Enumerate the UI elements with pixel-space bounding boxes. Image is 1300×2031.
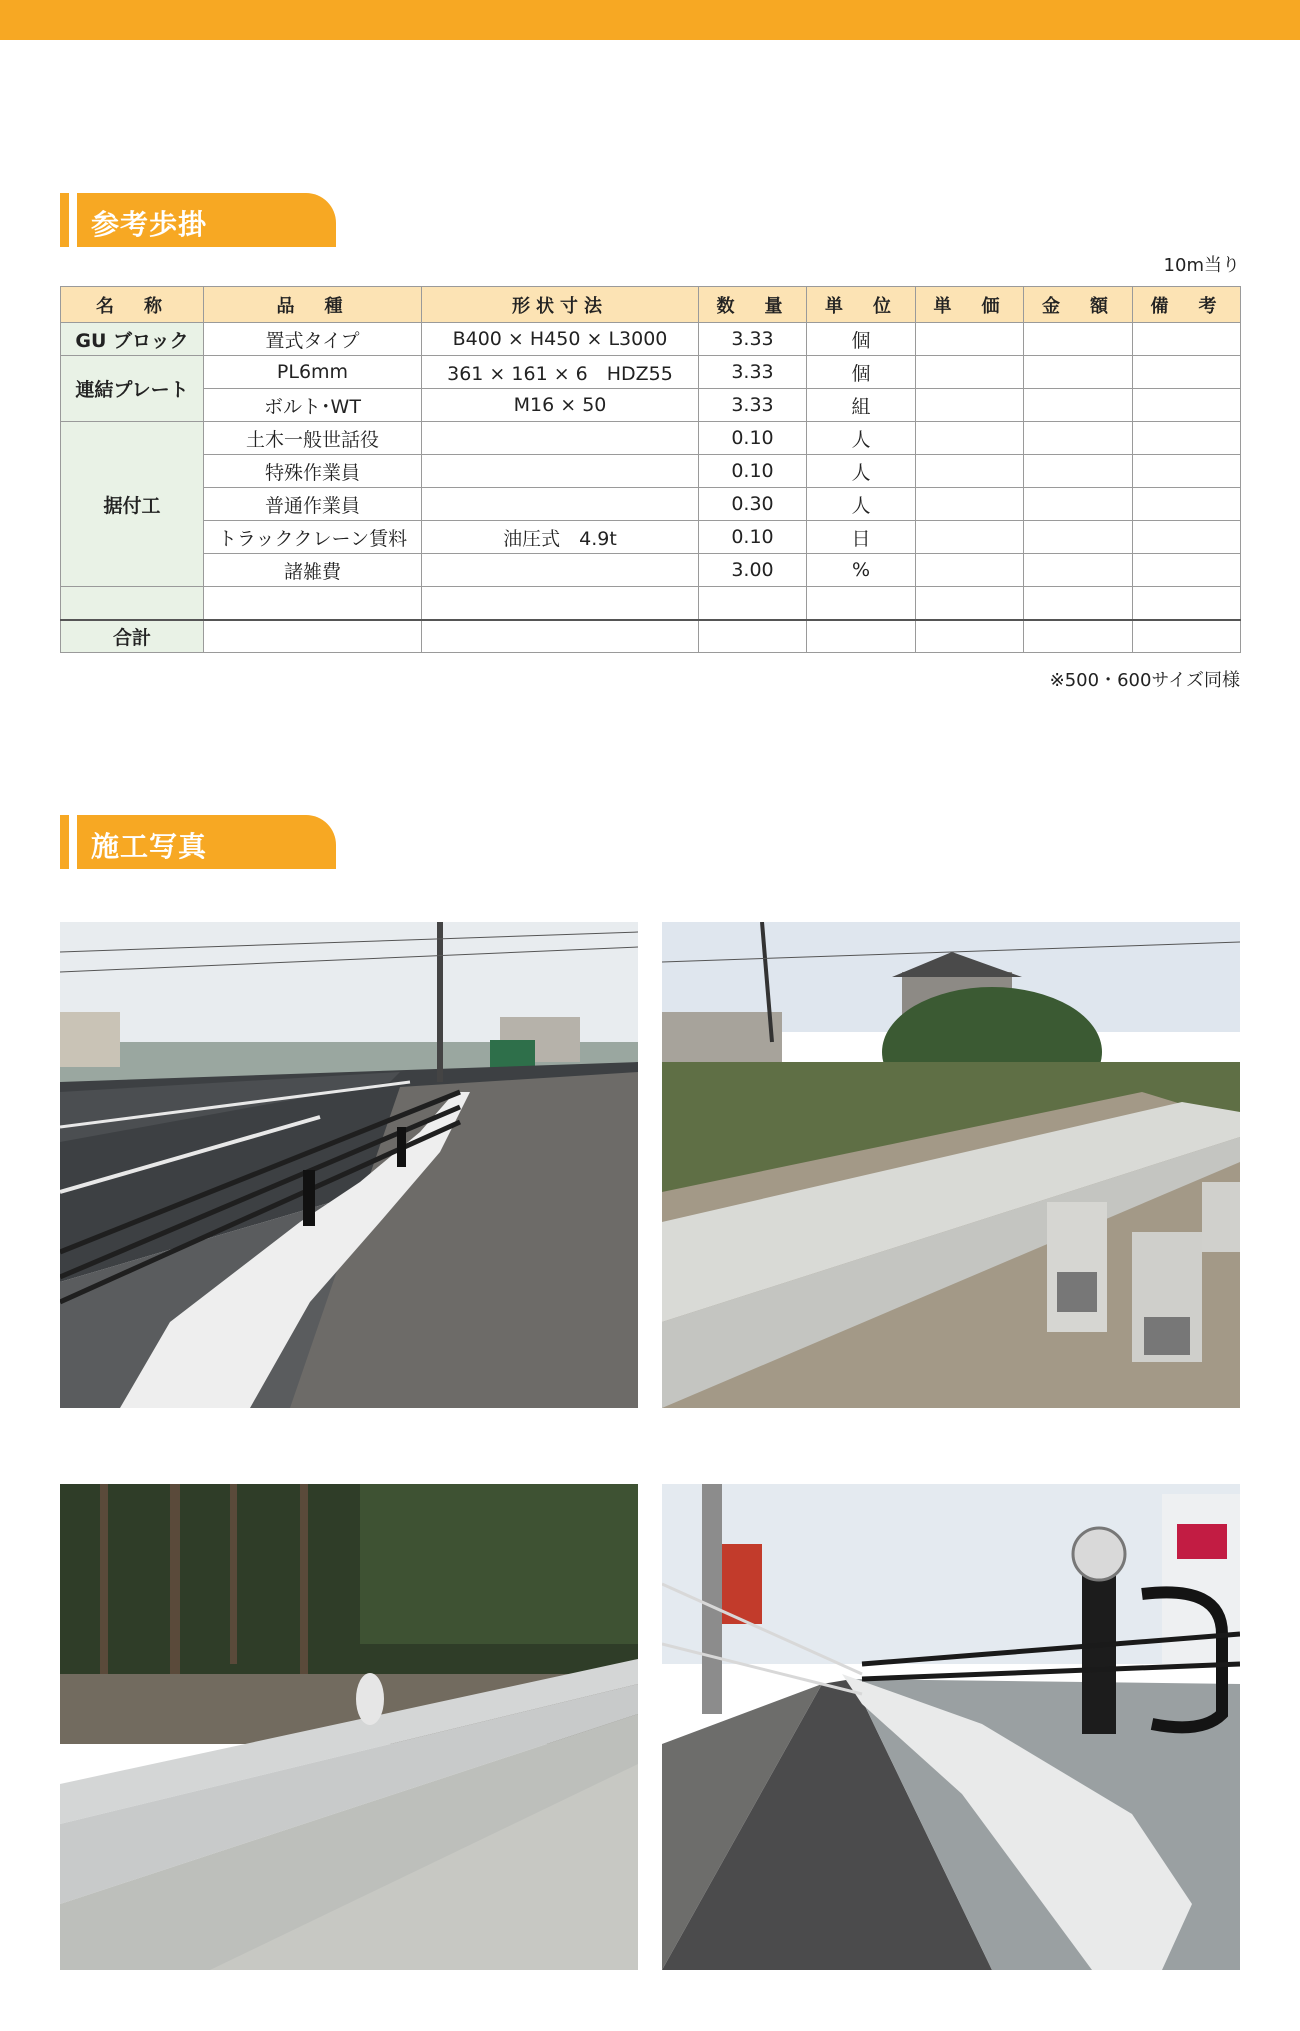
cell-empty: [916, 587, 1024, 620]
table-row: [61, 389, 1241, 422]
cell-qty: 3.00: [699, 554, 807, 587]
cell-amount: [1024, 521, 1133, 554]
cell-size: [422, 554, 699, 587]
group-total: 合計: [61, 620, 204, 653]
cell-type: PL6mm: [204, 356, 422, 389]
cell-unit-price: [916, 455, 1024, 488]
table-row-empty: [61, 587, 1241, 620]
unit-note: 10m当り: [1163, 255, 1240, 276]
cell-type: トラッククレーン賃料: [204, 521, 422, 554]
size-footnote: ※500・600サイズ同様: [1049, 670, 1240, 691]
cell-empty: [916, 620, 1024, 653]
top-accent-bar: [0, 0, 1300, 40]
cell-unit: 人: [807, 422, 916, 455]
table-row: [61, 521, 1241, 554]
table-header-row: [61, 287, 1241, 323]
table-row: [61, 323, 1241, 356]
cell-unit: 人: [807, 488, 916, 521]
cell-empty: [204, 587, 422, 620]
header-unit-price: 単 価: [916, 287, 1024, 323]
header-amount: 金 額: [1024, 287, 1133, 323]
cell-amount: [1024, 323, 1133, 356]
cell-type: 特殊作業員: [204, 455, 422, 488]
cell-qty: 0.10: [699, 422, 807, 455]
cell-unit-price: [916, 323, 1024, 356]
heading-pill: [77, 815, 336, 869]
table-row: [61, 356, 1241, 389]
cell-unit-price: [916, 422, 1024, 455]
section-heading-photos: [60, 815, 336, 869]
cell-qty: 3.33: [699, 323, 807, 356]
cell-size: M16 × 50: [422, 389, 699, 422]
cell-qty: 0.30: [699, 488, 807, 521]
cell-type: 普通作業員: [204, 488, 422, 521]
cell-remarks: [1133, 521, 1241, 554]
heading-accent-bar: [60, 815, 69, 869]
cell-amount: [1024, 455, 1133, 488]
cell-empty: [807, 587, 916, 620]
group-plate: 連結プレート: [61, 356, 204, 422]
cell-type: 土木一般世話役: [204, 422, 422, 455]
cell-remarks: [1133, 455, 1241, 488]
cell-amount: [1024, 356, 1133, 389]
heading-title: 参考歩掛: [91, 208, 208, 241]
cell-type: 諸雑費: [204, 554, 422, 587]
cell-unit-price: [916, 356, 1024, 389]
cell-size: [422, 488, 699, 521]
cell-remarks: [1133, 323, 1241, 356]
cell-empty: [1133, 587, 1241, 620]
construction-photo-forest-road: [60, 1484, 638, 1970]
table-row-total: [61, 620, 1241, 653]
heading-accent-bar: [60, 193, 69, 247]
cell-unit: 日: [807, 521, 916, 554]
cell-empty: [1133, 620, 1241, 653]
cell-remarks: [1133, 389, 1241, 422]
table-row: [61, 455, 1241, 488]
cell-remarks: [1133, 488, 1241, 521]
header-qty: 数 量: [699, 287, 807, 323]
table-row: [61, 554, 1241, 587]
section-heading-estimate: [60, 193, 336, 247]
construction-photo-installation: [662, 922, 1240, 1408]
cell-size: B400 × H450 × L3000: [422, 323, 699, 356]
cell-type: ボルト･WT: [204, 389, 422, 422]
cell-remarks: [1133, 356, 1241, 389]
cell-empty: [699, 587, 807, 620]
table-row: [61, 422, 1241, 455]
cell-amount: [1024, 488, 1133, 521]
cell-unit-price: [916, 521, 1024, 554]
cell-qty: 0.10: [699, 455, 807, 488]
cell-empty: [422, 620, 699, 653]
header-unit: 単 位: [807, 287, 916, 323]
cell-empty: [1024, 620, 1133, 653]
cell-unit: 組: [807, 389, 916, 422]
cell-remarks: [1133, 422, 1241, 455]
cell-empty: [204, 620, 422, 653]
cell-size: [422, 455, 699, 488]
cell-empty: [1024, 587, 1133, 620]
cell-unit-price: [916, 488, 1024, 521]
cell-unit: 個: [807, 356, 916, 389]
cell-empty: [422, 587, 699, 620]
header-type: 品 種: [204, 287, 422, 323]
cell-remarks: [1133, 554, 1241, 587]
cell-empty: [807, 620, 916, 653]
header-remarks: 備 考: [1133, 287, 1241, 323]
construction-photo-sidewalk: [662, 1484, 1240, 1970]
cell-amount: [1024, 554, 1133, 587]
estimate-table: [60, 286, 1241, 653]
group-install: 据付工: [61, 422, 204, 587]
cell-size: 油圧式 4.9t: [422, 521, 699, 554]
cell-qty: 0.10: [699, 521, 807, 554]
cell-amount: [1024, 389, 1133, 422]
cell-size: 361 × 161 × 6 HDZ55: [422, 356, 699, 389]
cell-size: [422, 422, 699, 455]
construction-photo-roadside: [60, 922, 638, 1408]
group-gu-block: GU ブロック: [61, 323, 204, 356]
cell-unit: 人: [807, 455, 916, 488]
header-size: 形状寸法: [422, 287, 699, 323]
table-row: [61, 488, 1241, 521]
header-name: 名 称: [61, 287, 204, 323]
heading-pill: [77, 193, 336, 247]
cell-type: 置式タイプ: [204, 323, 422, 356]
cell-unit-price: [916, 554, 1024, 587]
heading-title: 施工写真: [91, 830, 208, 863]
cell-unit: 個: [807, 323, 916, 356]
cell-qty: 3.33: [699, 389, 807, 422]
cell-unit: %: [807, 554, 916, 587]
cell-empty: [699, 620, 807, 653]
cell-qty: 3.33: [699, 356, 807, 389]
cell-unit-price: [916, 389, 1024, 422]
cell-empty: [61, 587, 204, 620]
cell-amount: [1024, 422, 1133, 455]
